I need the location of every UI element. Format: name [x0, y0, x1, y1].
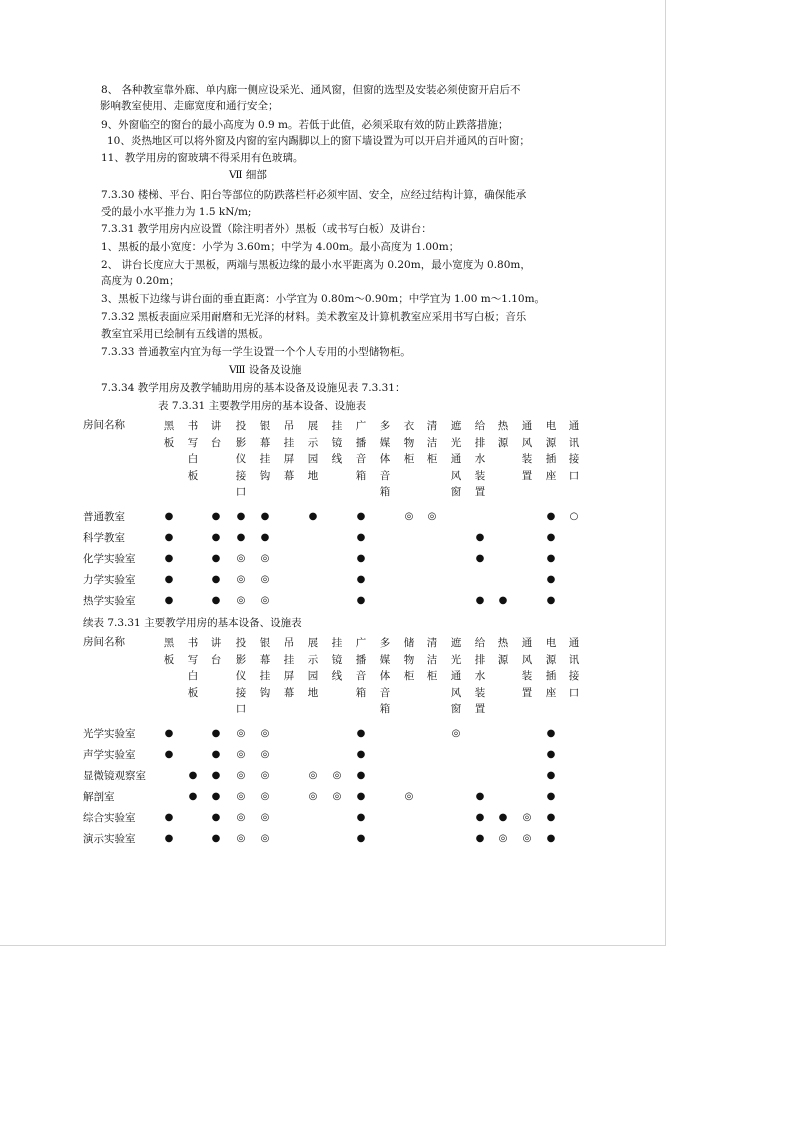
column-header: 黑 板 — [163, 637, 175, 666]
row-room-name: 演示实验室 — [83, 833, 136, 845]
text-line: 2、 讲台长度应大于黑板，两端与黑板边缘的最小水平距离为 0.20m，最小宽度为 0.80m， — [101, 259, 531, 271]
column-header: 遮 光 通 风 窗 — [450, 637, 462, 715]
table-cell-mark: ◎ — [236, 595, 246, 606]
row-room-name: 力学实验室 — [83, 574, 136, 586]
table-cell-mark: ◎ — [236, 553, 246, 564]
row-room-name: 解剖室 — [83, 791, 115, 803]
column-header: 多 媒 体 音 箱 — [379, 637, 391, 715]
table-cell-mark: ● — [164, 532, 174, 543]
table-cell-mark: ◎ — [404, 791, 414, 802]
column-header-room-name: 房间名称 — [83, 636, 125, 648]
table-cell-mark: ◎ — [260, 553, 270, 564]
text-line: 3、黑板下边缘与讲台面的垂直距离：小学宜为 0.80m～0.90m；中学宜为 1.00 m～1.10m。 — [101, 293, 546, 305]
table-cell-mark: ● — [164, 728, 174, 739]
table-cell-mark: ◎ — [260, 728, 270, 739]
column-header: 银 幕 挂 钩 — [259, 420, 271, 482]
table-cell-mark: ● — [211, 532, 221, 543]
table-cell-mark: ◎ — [236, 749, 246, 760]
table-cell-mark: ● — [164, 553, 174, 564]
text-line: 11、教学用房的窗玻璃不得采用有色玻璃。 — [101, 152, 304, 164]
table-cell-mark: ◎ — [332, 791, 342, 802]
table-cell-mark: ◎ — [308, 770, 318, 781]
column-header: 通 风 装 置 — [521, 420, 533, 482]
column-header: 清 洁 柜 — [426, 420, 438, 465]
table-cell-mark: ◎ — [236, 574, 246, 585]
table-cell-mark: ◎ — [260, 812, 270, 823]
column-header: 银 幕 挂 钩 — [259, 637, 271, 699]
table-cell-mark: ◎ — [260, 791, 270, 802]
table-cell-mark: ● — [356, 553, 366, 564]
table-caption: 续表 7.3.31 主要教学用房的基本设备、设施表 — [83, 617, 302, 629]
column-header: 通 讯 接 口 — [568, 637, 580, 699]
table-cell-mark: ● — [475, 553, 485, 564]
column-header: 衣 物 柜 — [403, 420, 415, 465]
text-line: 影响教室使用、走廊宽度和通行安全； — [100, 100, 279, 112]
text-line: 受的最小水平推力为 1.5 kN/m; — [101, 206, 252, 218]
table-cell-mark: ● — [236, 532, 246, 543]
table-cell-mark: ● — [188, 791, 198, 802]
table-cell-mark: ◎ — [404, 511, 414, 522]
column-header: 通 讯 接 口 — [568, 420, 580, 482]
table-cell-mark: ● — [356, 812, 366, 823]
table-cell-mark: ◎ — [236, 770, 246, 781]
row-room-name: 热学实验室 — [83, 595, 136, 607]
table-cell-mark: ● — [546, 833, 556, 844]
table-cell-mark: ● — [164, 833, 174, 844]
text-line: 教室宜采用已绘制有五线谱的黑板。 — [101, 328, 269, 340]
text-line: 1、黑板的最小宽度：小学为 3.60m；中学为 4.00m。最小高度为 1.00m； — [101, 241, 460, 253]
column-header-room-name: 房间名称 — [83, 419, 125, 431]
table-cell-mark: ● — [211, 833, 221, 844]
table-cell-mark: ● — [498, 812, 508, 823]
table-cell-mark: ● — [211, 770, 221, 781]
column-header: 讲 台 — [210, 637, 222, 666]
table-cell-mark: ● — [546, 595, 556, 606]
text-line: Ⅷ 设备及设施 — [229, 364, 302, 376]
table-cell-mark: ● — [211, 749, 221, 760]
row-room-name: 普通教室 — [83, 511, 125, 523]
row-room-name: 综合实验室 — [83, 812, 136, 824]
column-header: 吊 挂 屏 幕 — [283, 420, 295, 482]
table-cell-mark: ● — [498, 595, 508, 606]
column-header: 黑 板 — [163, 420, 175, 449]
table-cell-mark: ◎ — [427, 511, 437, 522]
text-line: 7.3.30 楼梯、平台、阳台等部位的防跌落栏杆必须牢固、安全，应经过结构计算，确保能承 — [101, 189, 527, 201]
table-cell-mark: ● — [211, 728, 221, 739]
text-line: 8、 各种教室靠外廊、单内廊一侧应设采光、通风窗，但窗的选型及安装必须使窗开启后不 — [101, 84, 521, 96]
column-header: 讲 台 — [210, 420, 222, 449]
table-cell-mark: ● — [164, 595, 174, 606]
table-cell-mark: ◎ — [332, 770, 342, 781]
table-cell-mark: ● — [164, 812, 174, 823]
column-header: 遮 光 通 风 窗 — [450, 420, 462, 498]
row-room-name: 科学教室 — [83, 532, 125, 544]
table-cell-mark: ● — [188, 770, 198, 781]
column-header: 电 源 插 座 — [545, 420, 557, 482]
table-cell-mark: ● — [475, 532, 485, 543]
table-cell-mark: ● — [260, 532, 270, 543]
column-header: 展 示 园 地 — [307, 637, 319, 699]
column-header: 给 排 水 装 置 — [474, 420, 486, 498]
column-header: 广 播 音 箱 — [355, 420, 367, 482]
table-cell-mark: ● — [546, 770, 556, 781]
table-cell-mark: ● — [236, 511, 246, 522]
column-header: 清 洁 柜 — [426, 637, 438, 682]
table-cell-mark: ● — [356, 511, 366, 522]
table-cell-mark: ◎ — [236, 812, 246, 823]
table-cell-mark: ● — [164, 511, 174, 522]
table-cell-mark: ● — [475, 595, 485, 606]
column-header: 广 播 音 箱 — [355, 637, 367, 699]
table-caption: 表 7.3.31 主要教学用房的基本设备、设施表 — [158, 400, 367, 412]
column-header: 挂 镜 线 — [331, 420, 343, 465]
table-cell-mark: ● — [356, 833, 366, 844]
table-cell-mark: ● — [211, 553, 221, 564]
table-cell-mark: ● — [356, 770, 366, 781]
row-room-name: 光学实验室 — [83, 728, 136, 740]
table-cell-mark: ◎ — [260, 749, 270, 760]
column-header: 储 物 柜 — [403, 637, 415, 682]
table-cell-mark: ● — [260, 511, 270, 522]
table-cell-mark: ◎ — [308, 791, 318, 802]
table-cell-mark: ● — [356, 791, 366, 802]
table-cell-mark: ◎ — [522, 812, 532, 823]
table-cell-mark: ◎ — [236, 728, 246, 739]
text-line: 7.3.32 黑板表面应采用耐磨和无光泽的材料。美术教室及计算机教室应采用书写白板；音乐 — [101, 311, 527, 323]
table-cell-mark: ● — [211, 791, 221, 802]
text-line: 10、炎热地区可以将外窗及内窗的室内踢脚以上的窗下墙设置为可以开启并通风的百叶窗； — [107, 135, 530, 147]
table-cell-mark: ● — [164, 749, 174, 760]
row-room-name: 声学实验室 — [83, 749, 136, 761]
table-cell-mark: ◎ — [236, 833, 246, 844]
table-cell-mark: ● — [475, 833, 485, 844]
column-header: 给 排 水 装 置 — [474, 637, 486, 715]
column-header: 展 示 园 地 — [307, 420, 319, 482]
table-cell-mark: ● — [546, 511, 556, 522]
text-line: Ⅶ 细部 — [229, 169, 267, 181]
text-line: 7.3.33 普通教室内宜为每一学生设置一个个人专用的小型储物柜。 — [101, 346, 411, 358]
table-cell-mark: ● — [356, 595, 366, 606]
table-cell-mark: ● — [308, 511, 318, 522]
column-header: 热 源 — [497, 637, 509, 666]
column-header: 电 源 插 座 — [545, 637, 557, 699]
column-header: 投 影 仪 接 口 — [235, 420, 247, 498]
table-cell-mark: ○ — [569, 511, 579, 522]
text-line: 7.3.31 教学用房内应设置（除注明者外）黑板（或书写白板）及讲台： — [101, 223, 432, 235]
column-header: 书 写 白 板 — [187, 420, 199, 482]
row-room-name: 显微镜观察室 — [83, 770, 146, 782]
table-cell-mark: ● — [546, 791, 556, 802]
column-header: 多 媒 体 音 箱 — [379, 420, 391, 498]
text-line: 7.3.34 教学用房及教学辅助用房的基本设备及设施见表 7.3.31： — [101, 382, 406, 394]
column-header: 投 影 仪 接 口 — [235, 637, 247, 715]
column-header: 热 源 — [497, 420, 509, 449]
table-cell-mark: ● — [546, 574, 556, 585]
table-cell-mark: ● — [546, 812, 556, 823]
column-header: 挂 镜 线 — [331, 637, 343, 682]
table-cell-mark: ◎ — [260, 595, 270, 606]
column-header: 吊 挂 屏 幕 — [283, 637, 295, 699]
table-cell-mark: ● — [475, 791, 485, 802]
table-cell-mark: ● — [356, 574, 366, 585]
table-cell-mark: ● — [211, 574, 221, 585]
table-cell-mark: ● — [356, 728, 366, 739]
table-cell-mark: ● — [546, 553, 556, 564]
column-header: 书 写 白 板 — [187, 637, 199, 699]
column-header: 通 风 装 置 — [521, 637, 533, 699]
table-cell-mark: ◎ — [260, 770, 270, 781]
table-cell-mark: ◎ — [260, 833, 270, 844]
table-cell-mark: ◎ — [260, 574, 270, 585]
table-cell-mark: ● — [356, 749, 366, 760]
table-cell-mark: ● — [546, 532, 556, 543]
table-cell-mark: ◎ — [522, 833, 532, 844]
row-room-name: 化学实验室 — [83, 553, 136, 565]
table-cell-mark: ● — [356, 532, 366, 543]
table-cell-mark: ● — [475, 812, 485, 823]
text-line: 高度为 0.20m； — [101, 275, 180, 287]
table-cell-mark: ◎ — [451, 728, 461, 739]
table-cell-mark: ◎ — [498, 833, 508, 844]
table-cell-mark: ● — [546, 749, 556, 760]
table-cell-mark: ● — [211, 812, 221, 823]
table-cell-mark: ● — [211, 511, 221, 522]
table-cell-mark: ◎ — [236, 791, 246, 802]
table-cell-mark: ● — [546, 728, 556, 739]
text-line: 9、外窗临空的窗台的最小高度为 0.9 m。若低于此值，必须采取有效的防止跌落措施； — [101, 119, 509, 131]
table-cell-mark: ● — [164, 574, 174, 585]
table-cell-mark: ● — [211, 595, 221, 606]
